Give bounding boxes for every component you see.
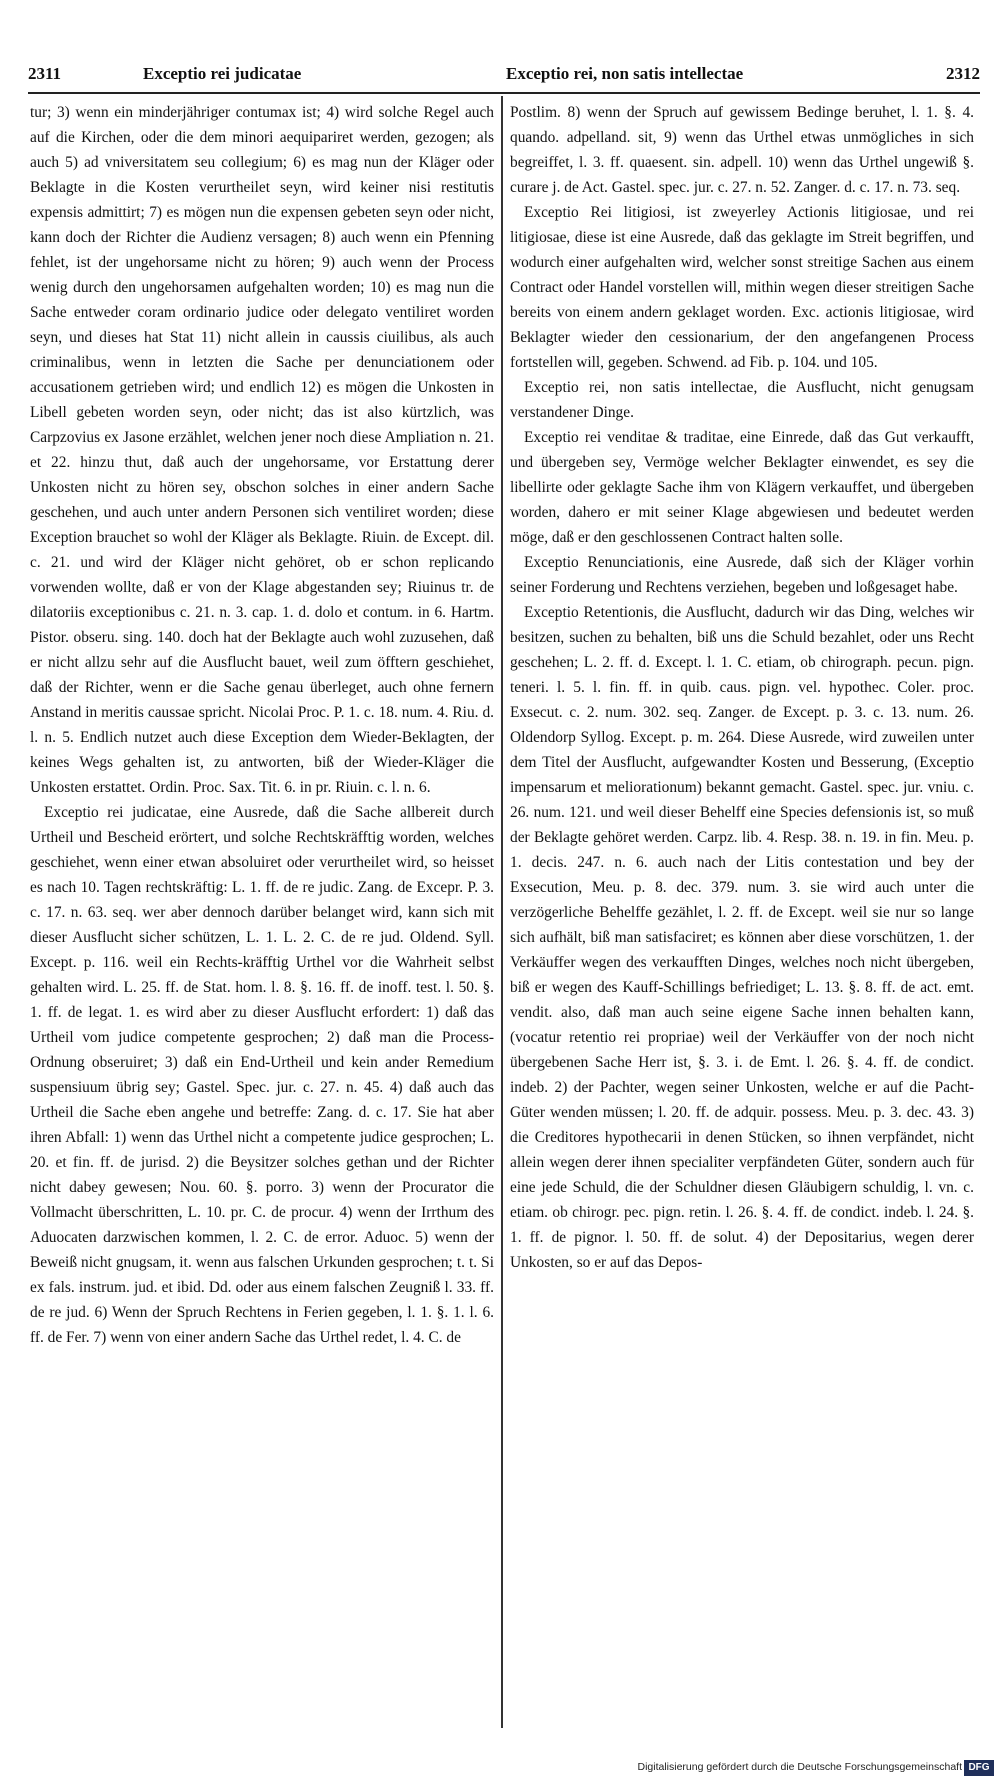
right-paragraph: Postlim. 8) wenn der Spruch auf gewissem Bedinge beruhet, l. 1. §. 4. quando. adpelland. sit, 9) wenn das Urthel etwas unmögliches in sich begreiffet, l. 3. ff. quaesent. sin. adpell. 10) wenn das Urthel ungewiß §. curare j. de Act. Gastel. spec. jur. c. 27. n. 52. Zanger. d. c. 17. n. 73. seq. [510,104,974,196]
right-paragraph: Exceptio rei, non satis intellectae, die Ausflucht, nicht genugsam verstandener Dinge. [510,379,974,421]
right-column [510,100,974,1725]
left-page-number: 2311 [28,64,62,83]
left-running-title: Exceptio rei judicatae [143,64,302,83]
footer [0,1758,1000,1780]
left-column [30,100,494,1725]
right-paragraph: Exceptio Rei litigiosi, ist zweyerley Actionis litigiosae, und rei litigiosae, diese ist eine Ausrede, daß das geklagte im Streit begriffen, und wodurch einer aufgehalten wird, welcher sonst streitige Sachen aus einem Contract oder Handel vorstellen will, mithin wegen dieser streitigen Sache bereits von einem andern geklaget worden. Exc. actionis litigiosae, wird Beklagter wieder den cessionarium, der den angefangenen Process fortstellen will, gegeben. Schwend. ad Fib. p. 104. und 105. [510,204,974,371]
right-page-number: 2312 [946,64,980,83]
left-paragraph: Exceptio rei judicatae, eine Ausrede, daß die Sache allbereit durch Urtheil und Bescheid erörtert, und solche Rechtskräfftig worden, welches geschiehet, wenn einer etwan absoluiret oder verurtheilet wird, so heisset es nach 10. Tagen rechtskräftig: L. 1. ff. de re judic. Zang. de Excepr. P. 3. c. 17. n. 63. seq. wer aber dennoch darüber belanget wird, kann sich mit dieser Ausflucht sicher schützen, L. 1. L. 2. C. de re jud. Oldend. Syll. Except. p. 116. weil ein Rechts-kräfftig Urthel vor die Wahrheit selbst gehalten wird. L. 25. ff. de Stat. hom. l. 8. §. 16. ff. de inoff. test. l. 50. §. 1. ff. de legat. 1. es wird aber zu dieser Ausflucht erfordert: 1) daß das Urtheil vom judice competente gesprochen; 2) daß man die Process-Ordnung obseruiret; 3) daß ein End-Urtheil und kein ander Remedium suspensiuum übrig sey; Gastel. Spec. jur. c. 27. n. 45. 4) daß auch das Urtheil die Sache eben angehe und betreffe: Zang. d. c. 17. Sie hat aber ihren Abfall: 1) wenn das Urthel nicht a competente judice gesprochen; L. 20. et fin. ff. de jurisd. 2) die Beysitzer solches gethan und der Richter nicht dabey gewesen; Nou. 60. §. porro. 3) wenn der Procurator die Vollmacht überschritten, L. 10. pr. C. de procur. 4) wenn der Irrthum des Aduocaten darzwischen kommen, l. 2. C. de error. Aduoc. 5) wenn der Beweiß nicht gnugsam, it. wenn aus falschen Urkunden gesprochen; t. t. Si ex fals. instrum. jud. et ibid. Dd. oder aus einem falschen Zeugniß l. 33. ff. de re jud. 6) Wenn der Spruch Rechtens in Ferien gegeben, l. 1. §. 1. l. 6. ff. de Fer. 7) wenn von einer andern Sache das Urthel redet, l. 4. C. de [30,804,494,1346]
right-paragraph: Exceptio Renunciationis, eine Ausrede, daß sich der Kläger vorhin seiner Forderung und Rechtens verziehen, begeben und loßgesaget habe. [510,554,974,596]
page-header [28,62,980,88]
dfg-logo: DFG [964,1760,994,1776]
right-paragraph: Exceptio rei venditae & traditae, eine Einrede, daß das Gut verkaufft, und übergeben sey, Vermöge welcher Beklagter einwendet, es sey die libellirte oder geklagte Sache ihm von Klägern verkauffet, und übergeben worden, dahero er mit seiner Klage abgewiesen und bedeutet werden möge, daß er den geschlossenen Contract halten solle. [510,429,974,546]
digitization-credit: Digitalisierung gefördert durch die Deutsche Forschungsgemeinschaft [637,1761,962,1773]
header-rule [28,92,980,94]
left-paragraph: tur; 3) wenn ein minderjähriger contumax ist; 4) wird solche Regel auch auf die Kirchen, oder die dem minori aequipariret werden, gezogen; als auch 5) ad vniversitatem seu collegium; 6) es mag nun der Kläger oder Beklagte in die Kosten verurtheilet seyn, wird keiner nisi restitutis expensis admittirt; 7) es mögen nun die expensen gebeten seyn oder nicht, kann doch der Richter die Audienz versagen; 8) auch wenn ein Pfenning fehlet, ist der ungehorsame nicht zu hören; 9) auch wenn der Process wenig durch den ungehorsamen aufgehalten worden; 10) es mag nun die Sache entweder coram ordinario judice oder delegato ventiliret worden seyn, und dieses hat Stat 11) nicht allein in caussis ciuilibus, als auch criminalibus, wenn in letzten die Sache per denunciationem oder accusationem getrieben wird; und endlich 12) es mögen die Unkosten in Libell gebeten worden seyn, oder nicht; das ist also kürtzlich, was Carpzovius ex Jasone erzählet, welchen jener noch diese Ampliation n. 21. et 22. hinzu thut, daß auch der ungehorsame, vor Erstattung derer Unkosten nicht zu hören sey, obschon solches in einer andern Sache geschehen, und auch unter andern Personen sich ventiliret worden; diese Exception brauchet so wohl der Kläger als Beklagte. Riuin. de Except. dil. c. 21. und wird der Kläger nicht gehöret, ob er schon replicando vorwenden wollte, daß er von der Klage abgestanden sey; Riuinus tr. de dilatoriis exceptionibus c. 21. n. 3. cap. 1. d. dolo et contum. in 6. Hartm. Pistor. obseru. sing. 140. doch hat der Beklagte auch wohl zuzusehen, daß er nicht allzu sehr auf die Ausflucht bauet, weil zum öfftern geschiehet, daß der Richter, wenn er die Sache genau überleget, auch ohne fernern Anstand in meritis caussae spricht. Nicolai Proc. P. 1. c. 18. num. 4. Riu. d. l. n. 5. Endlich nutzet auch diese Exception dem Wieder-Beklagten, der keines Wegs gehalten ist, zu antworten, biß der Wieder-Kläger die Unkosten erstattet. Ordin. Proc. Sax. Tit. 6. in pr. Riuin. c. l. n. 6. [30,104,494,796]
right-running-title: Exceptio rei, non satis intellectae [506,64,744,83]
column-divider [501,96,503,1728]
right-paragraph: Exceptio Retentionis, die Ausflucht, dadurch wir das Ding, welches wir besitzen, suchen zu behalten, biß uns die Schuld bezahlet, oder uns Recht geschehen; L. 2. ff. d. Except. l. 1. C. etiam, ob chirograph. pecun. pign. teneri. l. 5. l. fin. ff. in quib. caus. pign. vel. hypothec. Coler. proc. Exsecut. c. 2. num. 302. seq. Zanger. de Except. p. 3. c. 13. num. 26. Oldendorp Syllog. Except. p. m. 264. Diese Ausrede, wird zuweilen unter dem Titel der Ausflucht, aufgewandter Kosten und Besserung, (Exceptio impensarum et meliorationum) bekannt gemacht. Gastel. spec. jur. vniu. c. 26. num. 121. und weil dieser Behelff eine Species defensionis ist, so muß der Beklagte gehöret werden. Carpz. lib. 4. Resp. 38. n. 19. in fin. Meu. p. 1. decis. 247. n. 6. auch nach der Litis contestation und bey der Exsecution, Meu. p. 8. dec. 379. num. 3. sie wird auch unter die verzögerliche Behelffe gezählet, l. 2. ff. de Except. weil sie nur so lange sich aufhält, biß man satisfaciret; es können aber diese vorschützen, 1. der Verkäuffer wegen des verkaufften Dinges, welches noch nicht übergeben, biß er wegen des Kauff-Schillings befriediget; L. 13. §. 8. ff. de act. emt. vendit. also, daß man auch seine eigene Sache innen behalten kann, (vocatur retentio rei propriae) weil der Verkäuffer von der noch nicht übergebenen Sache Herr ist, §. 3. i. de Emt. l. 26. §. 4. ff. de condict. indeb. 2) der Pachter, wegen seiner Unkosten, welche er auf die Pacht-Güter wenden müssen; l. 20. ff. de adquir. possess. Meu. p. 3. dec. 43. 3) die Creditores hypothecarii in denen Stücken, so ihnen verpfändet, nicht allein wegen derer ihnen specialiter verpfändeten Güter, sondern auch für eine jede Schuld, die der Schuldner diesen Gläubigern schuldig, l. vn. c. etiam. ob chirogr. pec. pign. retin. l. 26. §. 4. ff. de condict. indeb. l. 24. §. 1. ff. de pignor. l. 50. ff. de solut. 4) der Depositarius, wegen derer Unkosten, so er auf das Depos- [510,604,974,1271]
